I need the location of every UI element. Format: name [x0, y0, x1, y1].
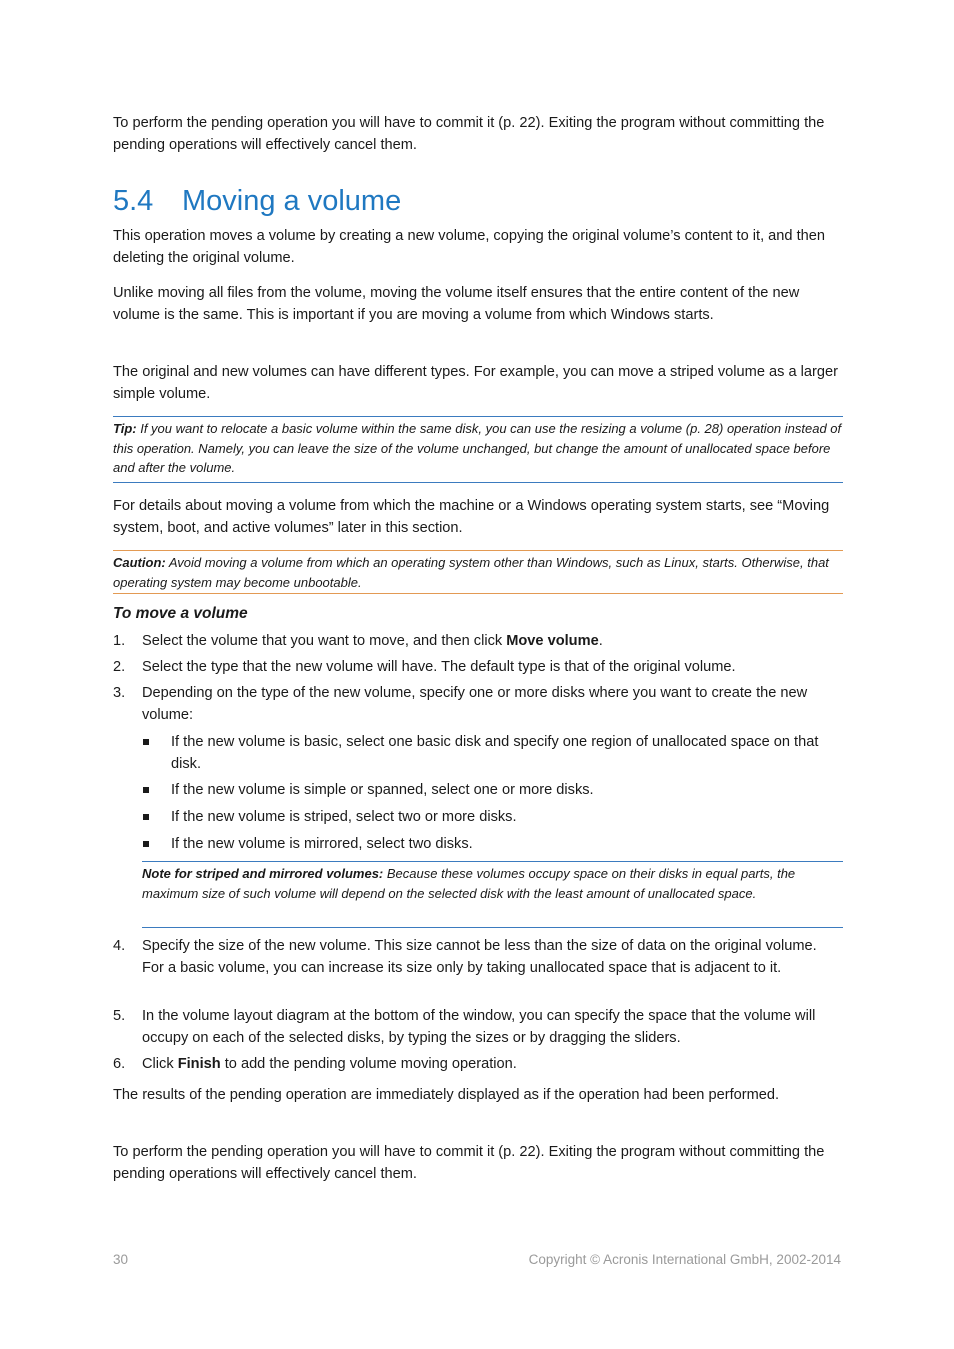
step-text: Click: [142, 1056, 178, 1072]
bullet-text: If the new volume is mirrored, select two disks.: [171, 836, 473, 852]
bullet-text: If the new volume is basic, select one basic disk and specify one region of unallocated space on that disk.: [171, 734, 819, 772]
tip-label: Tip:: [113, 421, 137, 436]
step-text: Select the type that the new volume will have. The default type is that of the original volume.: [142, 659, 736, 675]
step-text-end: to add the pending volume moving operation.: [220, 1056, 517, 1072]
section-heading: [113, 181, 401, 221]
bullet-text: If the new volume is simple or spanned, select one or more disks.: [171, 782, 594, 798]
intro-paragraph: To perform the pending operation you will have to commit it (p. 22). Exiting the program without committing the pending operations will effectively cancel them.: [113, 115, 825, 153]
bullet-square-icon: [143, 814, 149, 820]
tip-text: If you want to relocate a basic volume within the same disk, you can use the resizing a volume (p. 28) operation instead of this operation. Namely, you can leave the size of the volume unchanged, but change the amount of unallocated space before and after the volume.: [113, 421, 842, 475]
paragraph-6: To perform the pending operation you will have to commit it (p. 22). Exiting the program without committing the pending operations will effectively cancel them.: [113, 1144, 825, 1182]
note-box: [142, 861, 843, 928]
paragraph-3: The original and new volumes can have different types. For example, you can move a striped volume as a larger simple volume.: [113, 364, 838, 402]
caution-text: Avoid moving a volume from which an operating system other than Windows, such as Linux, starts. Otherwise, that operating system may become unbootable.: [113, 555, 829, 590]
step-number: 4.: [113, 938, 126, 954]
bullet-text: If the new volume is striped, select two or more disks.: [171, 809, 517, 825]
step-number: 5.: [113, 1008, 126, 1024]
caution-label: Caution:: [113, 555, 166, 570]
bullet-square-icon: [143, 787, 149, 793]
step-number: 6.: [113, 1056, 126, 1072]
section-title: Moving a volume: [182, 185, 402, 217]
step-text: Select the volume that you want to move, and then click: [142, 633, 507, 649]
procedure-title: To move a volume: [113, 605, 248, 622]
step-number: 3.: [113, 685, 126, 701]
ui-term: Move volume: [506, 633, 599, 649]
bullet-square-icon: [143, 739, 149, 745]
step-text: Depending on the type of the new volume, specify one or more disks where you want to create the new volume:: [142, 685, 808, 723]
paragraph-4: For details about moving a volume from which the machine or a Windows operating system starts, see “Moving system, boot, and active volumes” later in this section.: [113, 498, 830, 536]
page-number: 30: [113, 1252, 129, 1267]
step-number: 1.: [113, 633, 126, 649]
tip-box: [113, 416, 843, 483]
step-text-end: .: [598, 633, 603, 649]
paragraph-2: Unlike moving all files from the volume, moving the volume itself ensures that the entire content of the new volume is the same. This is important if you are moving a volume from which Windows starts.: [113, 285, 800, 323]
ui-term: Finish: [177, 1056, 221, 1072]
step-number: 2.: [113, 659, 126, 675]
caution-box: [113, 550, 843, 594]
bullet-square-icon: [143, 841, 149, 847]
note-text: Because these volumes occupy space on their disks in equal parts, the maximum size of such volume will depend on the selected disk with the least amount of unallocated space.: [142, 866, 796, 901]
step-text: Specify the size of the new volume. This size cannot be less than the size of data on the original volume. For a basic volume, you can increase its size only by taking unallocated space that is adjacent to it.: [142, 938, 817, 976]
paragraph-1: This operation moves a volume by creating a new volume, copying the original volume’s content to it, and then deleting the original volume.: [113, 228, 825, 266]
step-text: In the volume layout diagram at the bottom of the window, you can specify the space that the volume will occupy on each of the selected disks, by typing the sizes or by dragging the sliders.: [142, 1008, 816, 1046]
copyright-notice: Copyright © Acronis International GmbH, 2002-2014: [528, 1252, 841, 1267]
section-number: 5.4: [113, 185, 154, 217]
note-label: Note for striped and mirrored volumes:: [142, 866, 384, 881]
paragraph-5: The results of the pending operation are immediately displayed as if the operation had been performed.: [113, 1087, 780, 1103]
